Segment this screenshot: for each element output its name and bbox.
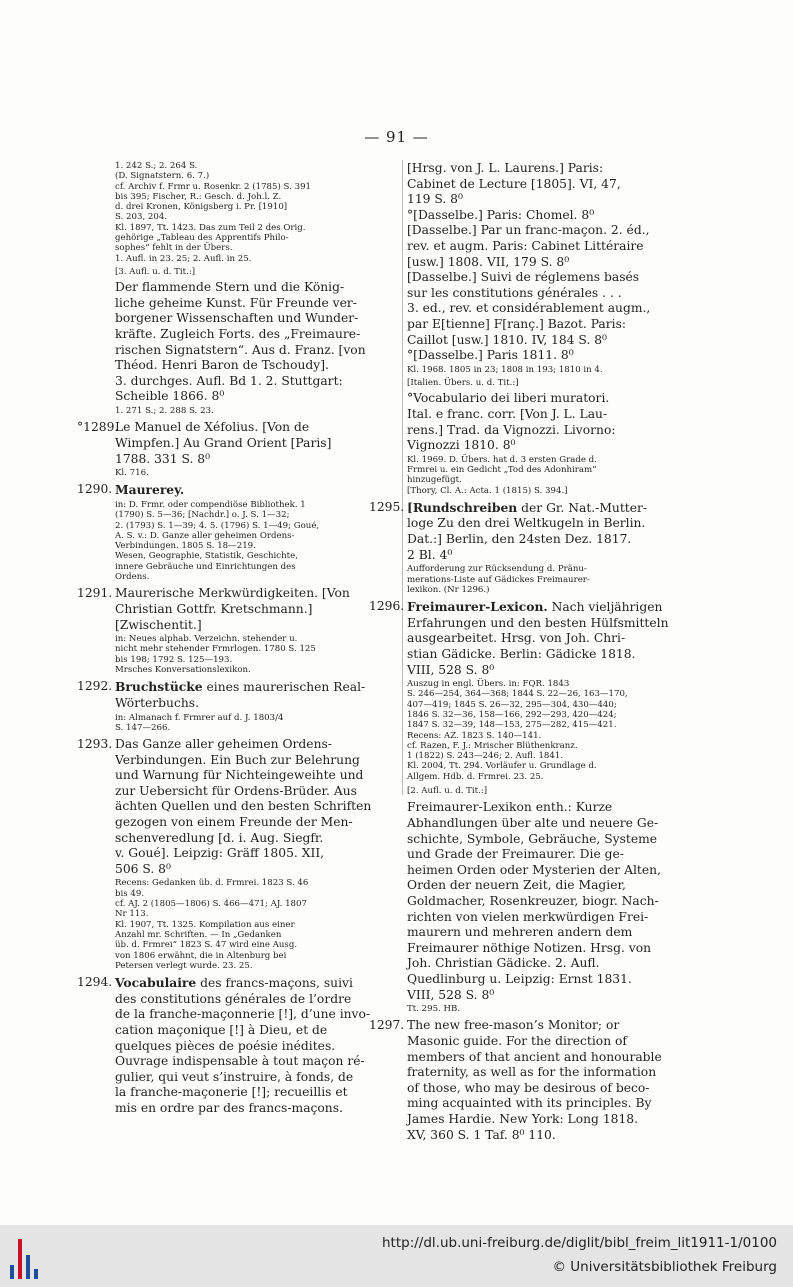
entry-lead-word: Maurerey. [115, 482, 185, 498]
sub-text: Der flammende Stern und die König- liche geheime Kunst. Für Freunde ver- borgener Wissenschaften und Wunder- kräfte. Zugleich Forts. des „Freimaure- rischen Signatstern“. Aus d. Franz. [von Théod. Henri Baron de Tschoudy]. 3. durchges. Aufl. Bd 1. 2. Stuttgart: Scheible 1866. 8⁰ [115, 280, 366, 404]
logo-bar [10, 1265, 14, 1279]
bibliography-entry [369, 499, 679, 595]
entry-body: Das Ganze aller geheimen Ordens- Verbindungen. Ein Buch zur Belehrung und Warnung für Nichteingeweihte und zur Uebersicht für Ordens-Brüder. Aus ächten Quellen und den besten Schriften gezogen von einem Freunde der Men- schenveredlung [d. i. Aug. Siegfr. v. Goué]. Leipzig: Gräff 1805. XII, 506 S. 8⁰ [115, 737, 372, 876]
continuation-notes: 1. 242 S.; 2. 264 S. (D. Signatstern. 6. 7.) cf. Archiv f. Frmr u. Rosenkr. 2 (1785) S. 391 bis 395; Fischer, R.: Gesch. d. Joh.l. Z. d. drei Kronen, Königsberg i. Pr. [1910] S. 203, 204. Kl. 1897, Tt. 1423. Das zum Teil 2 des Orig. gehörige „Tableau des Apprentifs Philo- sophes“ fehlt in der Übers. 1. Aufl. in 23. 25; 2. Aufl. in 25. [115, 161, 312, 264]
entry-notes: Kl. 716. [115, 468, 149, 479]
entry-number: 1296. [369, 599, 405, 614]
entry-text [407, 599, 679, 678]
entry-notes: Tt. 295. HB. [407, 1004, 461, 1015]
bibliography-entry [77, 586, 398, 676]
bibliography-entry [77, 420, 398, 479]
right-column [369, 160, 679, 1144]
bibliography-entry [77, 975, 398, 1116]
entry-notes: in: D. Frmr. oder compendiöse Bibliothek. 1 (1790) S. 5—36; [Nachdr.] o. J. S. 1—32; 2. (1793) S. 1—39; 4. 5. (1796) S. 1—49; Goué, A. S. v.: D. Ganze aller geheimen Ordens- Verbindungen. 1805 S. 18—219. Wesen, Geographie, Statistik, Geschichte, innere Gebräuche und Einrichtungen des Ordens. [115, 499, 320, 583]
bibliography-entry [369, 1018, 679, 1143]
bibliography-entry [369, 599, 679, 782]
entry-text [115, 975, 398, 1116]
entry-number: 1293. [77, 737, 113, 752]
entry-body: eines maurerischen Real- Wörterbuchs. [115, 680, 366, 710]
entry-notes: Auszug in engl. Übers. in: FQR. 1843 S. 246—254, 364—368; 1844 S. 22—26, 163—170, 407—419; 1845 S. 26—32, 295—304, 430—440; 1846 S. 32—36, 158—166, 292—293, 420—424; 1847 S. 32—39, 148—153, 275—282, 415—421. Recens: AZ. 1823 S. 140—141. cf. Razen, F. J.: Mrischer Blüthenkranz. 1 (1822) S. 243—246; 2. Aufl. 1841. Kl. 2004, Tt. 294. Vorläufer u. Grundlage d. Allgem. Hdb. d. Frmrei. 23. 25. [407, 679, 628, 782]
entry-text [115, 586, 398, 633]
entry-number: 1294. [77, 975, 113, 990]
library-logo-icon [10, 1239, 42, 1279]
entry-number: 1297. [369, 1018, 405, 1033]
sub-note: [3. Aufl. u. d. Tit.:] [115, 266, 196, 277]
entry-body: Freimaurer-Lexikon enth.: Kurze Abhandlungen über alte und neuere Ge- schichte, Symbole, Gebräuche, Systeme und Grade der Freimaurer. Die ge- heimen Orden oder Mysterien der Alten, Orden der neuern Zeit, die Magier, Goldmacher, Rosenkreuzer, biogr. Nach- richten von vielen merkwürdigen Frei- maurern und mehreren andern dem Freimaurer nöthige Notizen. Hrsg. von Joh. Christian Gädicke. 2. Aufl. Quedlinburg u. Leipzig: Ernst 1831. VIII, 528 S. 8⁰ [407, 800, 661, 1002]
entry-text [407, 1018, 679, 1143]
bibliography-entry [77, 737, 398, 971]
entry-number: 1292. [77, 679, 113, 694]
italian-note: [Italien. Übers. u. d. Tit.:] [407, 378, 519, 389]
left-entries [77, 420, 398, 1116]
left-column [77, 160, 398, 1117]
entry-body: The new free-mason’s Monitor; or Masonic guide. For the direction of members of that ancient and honourable fraternity, as well as for the information of those, who may be desirous of beco- ming acquainted with its principles. By James Hardie. New York: Long 1818. XV, 360 S. 1 Taf. 8⁰ 110. [407, 1018, 662, 1142]
entry-text [407, 800, 679, 1003]
page-url[interactable]: http://dl.ub.uni-freiburg.de/diglit/bibl_freim_lit1911-1/0100 [381, 1235, 777, 1251]
entry-notes: Aufforderung zur Rücksendung d. Pränu- merations-Liste auf Gädickes Freimaurer- lexikon. (Nr 1296.) [407, 564, 590, 595]
entry-number: 1290. [77, 482, 113, 497]
entry-lead-word: [Rundschreiben [407, 499, 518, 515]
entry-body: Maurerische Merkwürdigkeiten. [Von Christian Gottfr. Kretschmann.] [Zwischentit.] [115, 586, 350, 632]
italian-text: °Vocabulario dei liberi muratori. Ital. e franc. corr. [Von J. L. Lau- rens.] Trad. da Vignozzi. Livorno: Vignozzi 1810. 8⁰ [407, 391, 616, 453]
entry-text [115, 679, 398, 711]
entry-number: 1291. [77, 586, 113, 601]
entry-number: °1289. [77, 420, 119, 435]
sub-small: 1. 271 S.; 2. 288 S. 23. [115, 406, 214, 417]
cont-small: Kl. 1968. 1805 in 23; 1808 in 193; 1810 in 4. [407, 364, 603, 375]
entry-text [115, 482, 398, 499]
entry-body: Le Manuel de Xéfolius. [Von de Wimpfen.] Au Grand Orient [Paris] 1788. 331 S. 8⁰ [115, 420, 332, 466]
entry-notes: Recens: Gedanken üb. d. Frmrei. 1823 S. 46 bis 49. cf. AJ. 2 (1805—1806) S. 466—471; AJ. 1807 Nr 113. Kl. 1907, Tt. 1325. Kompilation aus einer Anzahl mr. Schriften. — In „Gedanken üb. d. Frmrei“ 1823 S. 47 wird eine Ausg. von 1806 erwähnt, die in Altenburg bei Petersen verlegt wurde. 23. 25. [115, 878, 309, 971]
logo-bar [34, 1269, 38, 1279]
copyright-text: © Universitätsbibliothek Freiburg [552, 1259, 777, 1275]
continuation-text: [Hrsg. von J. L. Laurens.] Paris: Cabinet de Lecture [1805]. VI, 47, 119 S. 8⁰ °[Dasselbe.] Paris: Chomel. 8⁰ [Dasselbe.] Par un franc-maçon. 2. éd., rev. et augm. Paris: Cabinet Littéraire [usw.] 1808. VII, 179 S. 8⁰ [Dasselbe.] Suivi de réglemens basés sur les constitutions générales . . . 3. ed., rev. et considérablement augm., par E[tienne] F[ranç.] Bazot. Paris: Caillot [usw.] 1810. IV, 184 S. 8⁰ °[Dasselbe.] Paris 1811. 8⁰ [407, 161, 651, 363]
logo-bar [18, 1239, 22, 1279]
entry-lead-word: Vocabulaire [115, 975, 197, 991]
logo-bar [26, 1255, 30, 1279]
entry-body: der Gr. Nat.-Mutter- loge Zu den drei Weltkugeln in Berlin. Dat.:] Berlin, den 24sten Dez. 1817. 2 Bl. 4⁰ [407, 500, 648, 562]
entry-notes: [2. Aufl. u. d. Tit.:] [407, 786, 488, 797]
bibliography-entry [77, 679, 398, 733]
viewer-footer [0, 1225, 793, 1287]
bibliography-entry [77, 482, 398, 583]
entry-body: des francs-maçons, suivi des constitutions générales de l’ordre de la franche-maçonnerie [!], d’une invo- cation maçonique [!] à Dieu, et de quelques pièces de poésie inédites. Ouvrage indispensable à tout maçon ré- gulier, qui veut s’instruire, à fonds, de la franche-maçonerie [!]; recueillis et mis en ordre par des francs-maçons. [115, 976, 371, 1115]
entry-lead-word: Bruchstücke [115, 679, 203, 695]
bibliography-entry [407, 800, 679, 1014]
entry-lead-word: Freimaurer-Lexicon. [407, 599, 548, 615]
entry-notes: in: Neues alphab. Verzeichn. stehender u. nicht mehr stehender Frmrlogen. 1780 S. 125 bis 198; 1792 S. 125—193. Mrsches Konversationslexikon. [115, 634, 316, 676]
bibliography-entry [407, 786, 679, 796]
entry-body: Nach vieljährigen Erfahrungen und den besten Hülfsmitteln ausgearbeitet. Hrsg. von Joh. Chri- stian Gädicke. Berlin: Gädicke 1818. VIII, 528 S. 8⁰ [407, 600, 669, 677]
entry-text [115, 420, 398, 467]
page-number: — 91 — [364, 128, 429, 146]
italian-small: Kl. 1969. D. Übers. hat d. 3 ersten Grade d. Frmrei u. ein Gedicht „Tod des Adonhiram“ hinzugefügt. [Thory, Cl. A.: Acta. 1 (1815) S. 394.] [407, 454, 597, 496]
entry-text [407, 500, 679, 563]
entry-number: 1295. [369, 499, 405, 514]
entry-text [115, 737, 398, 877]
right-entries [369, 499, 679, 1143]
column-divider [402, 160, 403, 795]
entry-notes: in: Almanach f. Frmrer auf d. J. 1803/4 S. 147—266. [115, 712, 284, 733]
